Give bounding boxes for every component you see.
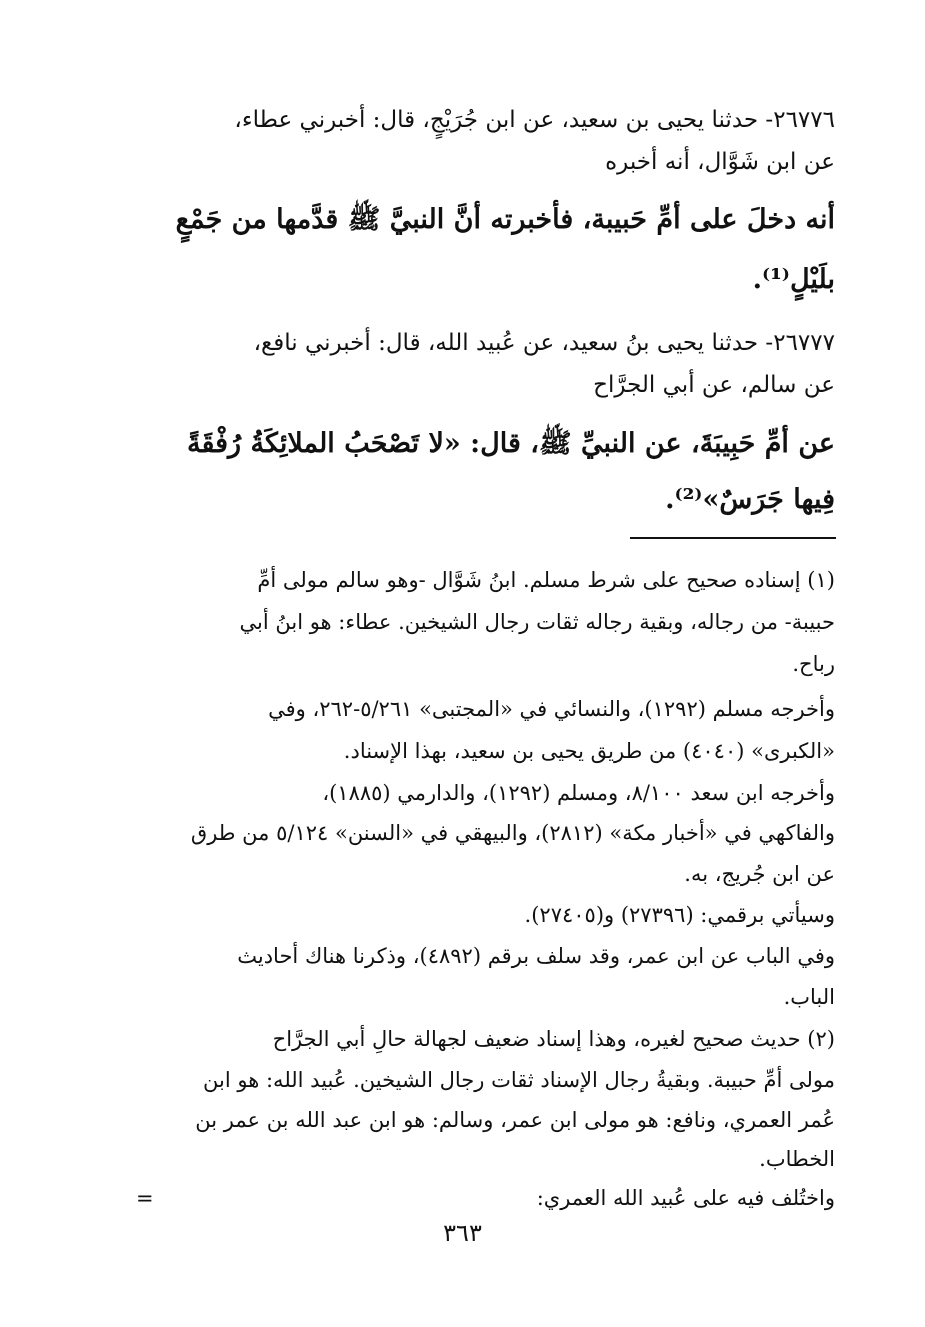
- footnote-1-takhrij-1-line-1: وأخرجه مسلم (١٢٩٢)، والنسائي في «المجتبى» ٥/٢٦١-٢٦٢، وفي: [268, 697, 835, 721]
- footnote-1-line-2: حبيبة- من رجاله، وبقية رجاله ثقات رجال الشيخين. عطاء: هو ابنُ أبي: [239, 610, 835, 634]
- hadith-26776-matn-line-1: أنه دخلَ على أمِّ حَبيبة، فأخبرته أنَّ النبيَّ ﷺ قدَّمها من جَمْعٍ: [175, 204, 835, 235]
- hadith-26776-isnad-line-1: ٢٦٧٧٦- حدثنا يحيى بن سعيد، عن ابن جُرَيْجٍ، قال: أخبرني عطاء،: [234, 107, 835, 133]
- hadith-26777-isnad-line-2: عن سالم، عن أبي الجرَّاح: [593, 372, 835, 398]
- hadith-26776-matn-line-2: بلَيْلٍ⁽¹⁾.: [752, 264, 835, 295]
- footnote-1-takhrij-2-line-3: عن ابن جُريج، به.: [684, 862, 835, 886]
- continuation-mark: =: [136, 1186, 154, 1210]
- footnote-1-takhrij-2-line-2: والفاكهي في «أخبار مكة» (٢٨١٢)، والبيهقي في «السنن» ٥/١٢٤ من طرق: [190, 821, 835, 845]
- hadith-26777-isnad-line-1: ٢٦٧٧٧- حدثنا يحيى بنُ سعيد، عن عُبيد الله، قال: أخبرني نافع،: [253, 330, 835, 356]
- page-number: ٣٦٣: [443, 1219, 482, 1247]
- footnote-2-line-3: عُمر العمري، ونافع: هو مولى ابن عمر، وسالم: هو ابن عبد الله بن عمر بن: [195, 1108, 835, 1132]
- hadith-26776-isnad-line-2: عن ابن شَوَّال، أنه أخبره: [605, 149, 835, 175]
- footnote-1-takhrij-1-line-2: «الكبرى» (٤٠٤٠) من طريق يحيى بن سعيد، بهذا الإسناد.: [343, 739, 835, 763]
- footnote-2-continuation-line: واختُلف فيه على عُبيد الله العمري:: [536, 1186, 835, 1210]
- footnote-separator: [630, 537, 836, 539]
- footnote-1-line-1: (١) إسناده صحيح على شرط مسلم. ابنُ شَوَّال -وهو سالم مولى أمِّ: [257, 568, 835, 592]
- footnote-2-line-4: الخطاب.: [759, 1147, 835, 1171]
- footnote-1-bab-line-1: وفي الباب عن ابن عمر، وقد سلف برقم (٤٨٩٢)، وذكرنا هناك أحاديث: [237, 944, 835, 968]
- footnote-2-line-2: مولى أمِّ حبيبة. وبقيةُ رجال الإسناد ثقات رجال الشيخين. عُبيد الله: هو ابن: [203, 1068, 835, 1092]
- hadith-26777-matn-line-1: عن أمِّ حَبِيبَةَ، عن النبيِّ ﷺ، قال: «لا تَصْحَبُ الملائِكَةُ رُفْقَةً: [186, 428, 835, 459]
- footnote-1-takhrij-2-line-1: وأخرجه ابن سعد ٨/١٠٠، ومسلم (١٢٩٢)، والدارمي (١٨٨٥)،: [322, 781, 835, 805]
- footnote-1-line-3: رباح.: [792, 652, 835, 676]
- hadith-26777-matn-line-2: فِيها جَرَسٌ»⁽²⁾.: [665, 484, 835, 515]
- footnote-1-cross-reference: وسيأتي برقمي: (٢٧٣٩٦) و(٢٧٤٠٥).: [524, 903, 835, 927]
- footnote-1-bab-line-2: الباب.: [783, 985, 835, 1009]
- footnote-2-line-1: (٢) حديث صحيح لغيره، وهذا إسناد ضعيف لجهالة حالِ أبي الجرَّاح: [272, 1027, 835, 1051]
